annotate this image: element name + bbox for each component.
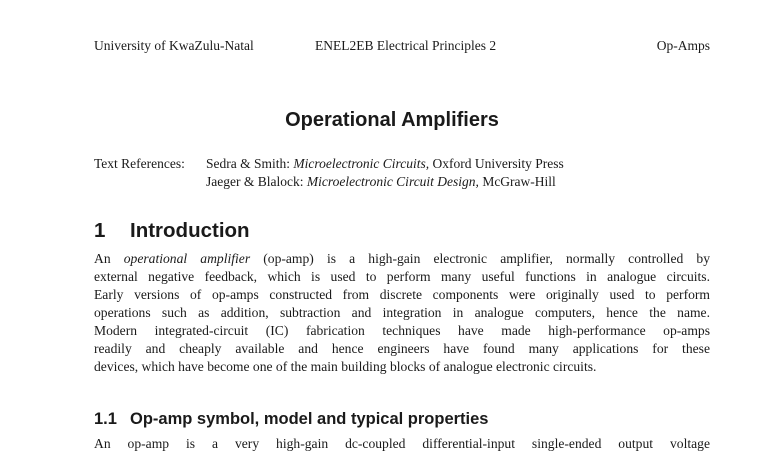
- reference-item: [206, 173, 556, 191]
- reference-item: [206, 155, 564, 173]
- partial-paragraph-line: An op-amp is a very high-gain dc-coupled differential-input single-ended output voltage: [94, 436, 710, 451]
- header-course: ENEL2EB Electrical Principles 2: [315, 38, 497, 53]
- header-topic: Op-Amps: [656, 38, 710, 53]
- section-heading-introduction: [94, 219, 250, 243]
- section-number: 1: [94, 219, 106, 242]
- reference-publisher: McGraw-Hill: [482, 174, 556, 189]
- reference-authors: Sedra & Smith:: [206, 156, 290, 171]
- page-header: [94, 38, 710, 54]
- reference-authors: Jaeger & Blalock:: [206, 174, 304, 189]
- reference-publisher: Oxford University Press: [432, 156, 564, 171]
- line-text: An: [94, 251, 124, 266]
- paragraph-line: readily and cheaply available and hence engineers have found many applications for these: [94, 341, 710, 356]
- references-label: Text References:: [94, 156, 185, 171]
- section-title: Introduction: [130, 219, 250, 242]
- reference-title: Microelectronic Circuit Design,: [306, 174, 479, 189]
- paragraph-line: operations such as addition, subtraction and integration in analogue computers, hence the name.: [94, 305, 710, 320]
- line-text: (op-amp) is a high-gain electronic amplifier, normally controlled by: [250, 251, 710, 266]
- paragraph-line: [94, 250, 710, 268]
- introduction-paragraph: [94, 250, 710, 376]
- reference-title: Microelectronic Circuits,: [293, 156, 430, 171]
- emphasis-term: operational amplifier: [123, 251, 251, 266]
- paragraph-line: Early versions of op-amps constructed from discrete components were originally used to perform: [94, 287, 710, 302]
- subsection-heading-opamp-symbol: [94, 410, 489, 429]
- paragraph-line: external negative feedback, which is used to perform many useful functions in analogue circuits.: [94, 269, 710, 284]
- subsection-number: 1.1: [94, 410, 117, 428]
- paragraph-line: devices, which have become one of the main building blocks of analogue electronic circuits.: [94, 359, 597, 374]
- document-title: Operational Amplifiers: [285, 109, 499, 131]
- subsection-title: Op-amp symbol, model and typical properties: [130, 410, 489, 428]
- header-university: University of KwaZulu-Natal: [94, 38, 254, 53]
- paragraph-line: Modern integrated-circuit (IC) fabrication techniques have made high-performance op-amps: [94, 323, 710, 338]
